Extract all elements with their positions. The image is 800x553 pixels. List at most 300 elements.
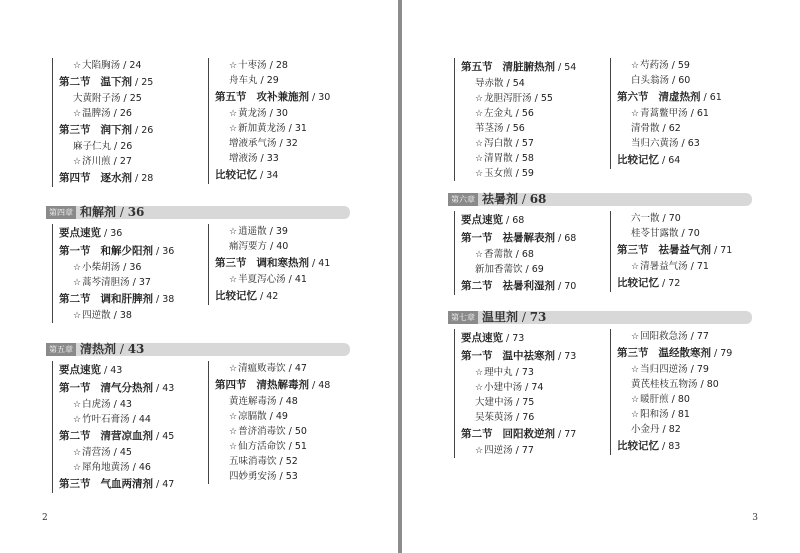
toc-item-entry[interactable] bbox=[461, 380, 604, 395]
entry-page: 36 bbox=[129, 262, 142, 273]
toc-item-entry[interactable] bbox=[59, 139, 202, 154]
entry-title: 左金丸 bbox=[484, 108, 513, 119]
section-label: 第二节 bbox=[461, 280, 493, 292]
entry-title: 十枣汤 bbox=[238, 60, 267, 71]
toc-section-entry[interactable] bbox=[215, 376, 368, 394]
entry-page: 43 bbox=[110, 365, 123, 376]
toc-item-entry[interactable] bbox=[215, 239, 368, 254]
page-separator: / bbox=[678, 228, 688, 239]
page-separator: / bbox=[555, 233, 565, 244]
toc-section-entry[interactable] bbox=[59, 427, 202, 445]
page-separator: / bbox=[512, 445, 522, 456]
section-label: 第二节 bbox=[59, 430, 91, 442]
toc-heading-entry[interactable] bbox=[215, 166, 368, 184]
entry-page: 80 bbox=[677, 394, 690, 405]
toc-section-entry[interactable] bbox=[461, 347, 604, 365]
page-separator: / bbox=[669, 75, 679, 86]
entry-title: 回阳救急汤 bbox=[640, 331, 688, 342]
toc-item-entry[interactable] bbox=[215, 424, 368, 439]
entry-page: 28 bbox=[275, 60, 288, 71]
toc-item-entry[interactable] bbox=[461, 136, 604, 151]
section-name: 清气分热剂 bbox=[100, 382, 153, 394]
toc-column bbox=[52, 58, 202, 187]
page-separator: / bbox=[687, 108, 697, 119]
page-separator: / bbox=[132, 173, 142, 184]
page-separator: / bbox=[555, 351, 565, 362]
toc-item-entry[interactable] bbox=[617, 58, 770, 73]
entry-page: 70 bbox=[687, 228, 700, 239]
page-separator: / bbox=[276, 138, 286, 149]
entry-page: 29 bbox=[266, 75, 279, 86]
toc-item-entry[interactable] bbox=[215, 121, 368, 136]
entry-title: 黄连解毒汤 bbox=[229, 396, 277, 407]
entry-title: 仙方活命饮 bbox=[238, 441, 286, 452]
page-separator: / bbox=[110, 108, 120, 119]
toc-column bbox=[208, 58, 368, 184]
entry-page: 32 bbox=[285, 138, 298, 149]
page-separator: / bbox=[153, 479, 163, 490]
toc-heading-entry[interactable] bbox=[59, 224, 202, 242]
page-separator: / bbox=[659, 424, 669, 435]
entry-page: 43 bbox=[119, 399, 132, 410]
entry-title: 新加黄龙汤 bbox=[238, 123, 286, 134]
page-separator: / bbox=[687, 364, 697, 375]
chapter-bar: 第七章 温里剂 / 73 bbox=[448, 311, 752, 324]
section-name: 温经散寒剂 bbox=[658, 347, 711, 359]
toc-item-entry[interactable] bbox=[617, 226, 770, 241]
toc-section-entry[interactable] bbox=[59, 73, 202, 91]
toc-column bbox=[610, 211, 770, 292]
toc-item-entry[interactable] bbox=[215, 469, 368, 484]
toc-section-entry[interactable] bbox=[59, 242, 202, 260]
page-separator: / bbox=[309, 380, 319, 391]
entry-page: 79 bbox=[720, 348, 733, 359]
toc-heading-entry[interactable] bbox=[461, 329, 604, 347]
toc-item-entry[interactable] bbox=[461, 76, 604, 91]
entry-title: 黄龙汤 bbox=[238, 108, 267, 119]
entry-title: 凉膈散 bbox=[238, 411, 267, 422]
entry-page: 74 bbox=[531, 382, 544, 393]
entry-title: 大陷胸汤 bbox=[82, 60, 121, 71]
chapter-title: 祛暑剂 bbox=[482, 192, 519, 206]
entry-page: 30 bbox=[318, 92, 331, 103]
entry-title: 理中丸 bbox=[484, 367, 513, 378]
section-label: 第三节 bbox=[59, 478, 91, 490]
page-separator: / bbox=[120, 262, 130, 273]
section-name: 祛暑解表剂 bbox=[502, 232, 555, 244]
entry-page: 36 bbox=[110, 228, 123, 239]
chapter-bar: 第五章 清热剂 / 43 bbox=[46, 343, 350, 356]
page-separator: / bbox=[266, 60, 276, 71]
page-separator: / bbox=[659, 213, 669, 224]
toc-item-entry[interactable] bbox=[617, 392, 770, 407]
chapter-title: 清热剂 bbox=[80, 342, 117, 356]
toc-item-entry[interactable] bbox=[215, 272, 368, 287]
toc-section-entry[interactable] bbox=[461, 58, 604, 76]
section-name: 清虚热剂 bbox=[658, 91, 701, 103]
entry-page: 26 bbox=[120, 141, 133, 152]
chapter-page: 36 bbox=[127, 205, 145, 219]
entry-title: 四逆散 bbox=[82, 310, 111, 321]
section-name: 攻补兼施剂 bbox=[256, 91, 309, 103]
page-separator: / bbox=[153, 294, 163, 305]
entry-page: 25 bbox=[129, 93, 142, 104]
page-separator: / bbox=[711, 245, 721, 256]
entry-title: 泻白散 bbox=[484, 138, 513, 149]
toc-item-entry[interactable] bbox=[215, 409, 368, 424]
page-number: 2 bbox=[42, 513, 48, 523]
entry-title: 小建中汤 bbox=[484, 382, 523, 393]
chapter-page: 73 bbox=[529, 310, 547, 324]
page-separator: / bbox=[513, 397, 523, 408]
entry-title: 犀角地黄汤 bbox=[82, 462, 130, 473]
page-separator: / bbox=[257, 75, 267, 86]
entry-title: 要点速览 bbox=[59, 227, 101, 239]
page-separator: / bbox=[512, 367, 522, 378]
entry-page: 45 bbox=[162, 431, 175, 442]
page-separator: / bbox=[111, 141, 121, 152]
toc-item-entry[interactable] bbox=[215, 136, 368, 151]
entry-page: 46 bbox=[138, 462, 151, 473]
page-separator: / bbox=[285, 441, 295, 452]
page-separator: / bbox=[659, 123, 669, 134]
entry-page: 70 bbox=[668, 213, 681, 224]
page-separator: / bbox=[687, 331, 697, 342]
entry-page: 82 bbox=[668, 424, 681, 435]
entry-title: 导赤散 bbox=[475, 78, 504, 89]
toc-section-entry[interactable] bbox=[215, 88, 368, 106]
toc-section-entry[interactable] bbox=[59, 475, 202, 493]
entry-title: 清暑益气汤 bbox=[640, 261, 688, 272]
page-separator: / bbox=[120, 93, 130, 104]
entry-page: 53 bbox=[285, 471, 298, 482]
entry-title: 玉女煎 bbox=[484, 168, 513, 179]
entry-title: 舟车丸 bbox=[229, 75, 258, 86]
section-label: 第一节 bbox=[59, 245, 91, 257]
entry-page: 52 bbox=[285, 456, 298, 467]
entry-title: 阳和汤 bbox=[640, 409, 669, 420]
entry-page: 77 bbox=[564, 429, 577, 440]
entry-title: 龙胆泻肝汤 bbox=[484, 93, 532, 104]
entry-title: 温脾汤 bbox=[82, 108, 111, 119]
page-separator: / bbox=[276, 471, 286, 482]
page-separator: / bbox=[110, 310, 120, 321]
toc-heading-entry[interactable] bbox=[461, 211, 604, 229]
entry-title: 清营汤 bbox=[82, 447, 111, 458]
entry-page: 68 bbox=[521, 249, 534, 260]
toc-heading-entry[interactable] bbox=[617, 151, 770, 169]
page-separator: / bbox=[276, 396, 286, 407]
entry-page: 57 bbox=[521, 138, 534, 149]
toc-item-entry[interactable] bbox=[215, 454, 368, 469]
entry-page: 61 bbox=[709, 92, 722, 103]
toc-item-entry[interactable] bbox=[617, 106, 770, 121]
toc-item-entry[interactable] bbox=[617, 136, 770, 151]
toc-item-entry[interactable] bbox=[461, 395, 604, 410]
entry-page: 36 bbox=[162, 246, 175, 257]
toc-item-entry[interactable] bbox=[59, 91, 202, 106]
entry-title: 四逆汤 bbox=[484, 445, 513, 456]
toc-item-entry[interactable] bbox=[215, 361, 368, 376]
entry-page: 28 bbox=[141, 173, 154, 184]
page-separator: / bbox=[700, 92, 710, 103]
entry-page: 73 bbox=[521, 367, 534, 378]
page-separator: / bbox=[285, 274, 295, 285]
entry-page: 26 bbox=[119, 108, 132, 119]
toc-heading-entry[interactable] bbox=[617, 274, 770, 292]
section-name: 调和寒热剂 bbox=[256, 257, 309, 269]
toc-section-entry[interactable] bbox=[461, 277, 604, 295]
entry-page: 71 bbox=[720, 245, 733, 256]
page-separator: / bbox=[266, 108, 276, 119]
entry-title: 逍遥散 bbox=[238, 226, 267, 237]
page-separator: / bbox=[266, 411, 276, 422]
page-separator: / bbox=[522, 382, 532, 393]
section-name: 祛暑利湿剂 bbox=[502, 280, 555, 292]
section-name: 清脏腑热剂 bbox=[502, 61, 555, 73]
chapter-page: 68 bbox=[529, 192, 547, 206]
toc-section-entry[interactable] bbox=[59, 169, 202, 187]
entry-page: 62 bbox=[668, 123, 681, 134]
entry-page: 80 bbox=[706, 379, 719, 390]
page-separator: / bbox=[129, 462, 139, 473]
page-separator: / bbox=[266, 226, 276, 237]
entry-title: 清瘟败毒饮 bbox=[238, 363, 286, 374]
page-separator: / bbox=[129, 277, 139, 288]
chapter-label: 第五章 bbox=[46, 343, 76, 356]
toc-column bbox=[208, 224, 368, 305]
toc-item-entry[interactable] bbox=[461, 443, 604, 458]
entry-page: 51 bbox=[294, 441, 307, 452]
toc-heading-entry[interactable] bbox=[215, 287, 368, 305]
section-name: 温下剂 bbox=[100, 76, 132, 88]
toc-section-entry[interactable] bbox=[617, 88, 770, 106]
entry-title: 普济消毒饮 bbox=[238, 426, 286, 437]
toc-item-entry[interactable] bbox=[617, 259, 770, 274]
entry-page: 76 bbox=[522, 412, 535, 423]
section-label: 第一节 bbox=[461, 232, 493, 244]
entry-page: 59 bbox=[677, 60, 690, 71]
page-separator: / bbox=[503, 123, 513, 134]
entry-page: 40 bbox=[276, 241, 289, 252]
toc-section-entry[interactable] bbox=[461, 229, 604, 247]
entry-page: 83 bbox=[668, 441, 681, 452]
page-separator: / bbox=[101, 228, 111, 239]
section-label: 第五节 bbox=[461, 61, 493, 73]
toc-column bbox=[52, 224, 202, 323]
toc-item-entry[interactable] bbox=[617, 211, 770, 226]
entry-title: 暖肝煎 bbox=[640, 394, 669, 405]
page-separator: / bbox=[668, 394, 678, 405]
section-label: 第二节 bbox=[59, 293, 91, 305]
page-separator: / bbox=[522, 264, 532, 275]
toc-section-entry[interactable] bbox=[215, 254, 368, 272]
page-separator: / bbox=[257, 291, 267, 302]
section-name: 调和肝脾剂 bbox=[100, 293, 153, 305]
chapter-label: 第七章 bbox=[448, 311, 478, 324]
toc-heading-entry[interactable] bbox=[617, 437, 770, 455]
entry-page: 70 bbox=[564, 281, 577, 292]
entry-page: 56 bbox=[521, 108, 534, 119]
section-name: 润下剂 bbox=[100, 124, 132, 136]
page-separator: / bbox=[555, 429, 565, 440]
toc-section-entry[interactable] bbox=[617, 241, 770, 259]
toc-item-entry[interactable] bbox=[617, 377, 770, 392]
toc-item-entry[interactable] bbox=[59, 58, 202, 73]
toc-item-entry[interactable] bbox=[461, 247, 604, 262]
page-separator: / bbox=[711, 348, 721, 359]
entry-page: 72 bbox=[668, 278, 681, 289]
toc-item-entry[interactable] bbox=[617, 362, 770, 377]
entry-title: 要点速览 bbox=[461, 214, 503, 226]
toc-item-entry[interactable] bbox=[617, 407, 770, 422]
toc-item-entry[interactable] bbox=[461, 262, 604, 277]
toc-item-entry[interactable] bbox=[59, 154, 202, 169]
entry-page: 68 bbox=[512, 215, 525, 226]
entry-page: 56 bbox=[512, 123, 525, 134]
toc-item-entry[interactable] bbox=[617, 73, 770, 88]
entry-page: 27 bbox=[119, 156, 132, 167]
toc-item-entry[interactable] bbox=[215, 439, 368, 454]
page-separator: / bbox=[512, 138, 522, 149]
entry-title: 要点速览 bbox=[59, 364, 101, 376]
right-page bbox=[402, 0, 800, 553]
toc-item-entry[interactable] bbox=[461, 151, 604, 166]
chapter-title: 温里剂 bbox=[482, 310, 519, 324]
page-separator: / bbox=[659, 155, 669, 166]
entry-page: 69 bbox=[531, 264, 544, 275]
section-name: 温中祛寒剂 bbox=[502, 350, 555, 362]
toc-section-entry[interactable] bbox=[617, 344, 770, 362]
toc-item-entry[interactable] bbox=[59, 106, 202, 121]
page-separator: / bbox=[697, 379, 707, 390]
entry-title: 大黄附子汤 bbox=[73, 93, 121, 104]
toc-column bbox=[208, 361, 368, 484]
toc-item-entry[interactable] bbox=[617, 329, 770, 344]
entry-page: 63 bbox=[687, 138, 700, 149]
toc-item-entry[interactable] bbox=[59, 260, 202, 275]
toc-item-entry[interactable] bbox=[59, 397, 202, 412]
entry-page: 37 bbox=[138, 277, 151, 288]
toc-item-entry[interactable] bbox=[461, 365, 604, 380]
entry-page: 33 bbox=[266, 153, 279, 164]
entry-title: 六一散 bbox=[631, 213, 660, 224]
entry-page: 38 bbox=[119, 310, 132, 321]
toc-item-entry[interactable] bbox=[461, 91, 604, 106]
entry-page: 60 bbox=[678, 75, 691, 86]
entry-page: 38 bbox=[162, 294, 175, 305]
page-separator: / bbox=[285, 363, 295, 374]
page-separator: / bbox=[512, 108, 522, 119]
section-name: 清热解毒剂 bbox=[256, 379, 309, 391]
toc-column bbox=[454, 329, 604, 458]
entry-title: 白虎汤 bbox=[82, 399, 111, 410]
page-separator: / bbox=[257, 170, 267, 181]
chapter-bar: 第六章 祛暑剂 / 68 bbox=[448, 193, 752, 206]
entry-title: 竹叶石膏汤 bbox=[82, 414, 130, 425]
toc-item-entry[interactable] bbox=[215, 151, 368, 166]
toc-item-entry[interactable] bbox=[461, 121, 604, 136]
entry-page: 54 bbox=[564, 62, 577, 73]
toc-item-entry[interactable] bbox=[617, 422, 770, 437]
entry-page: 59 bbox=[521, 168, 534, 179]
section-name: 气血两清剂 bbox=[100, 478, 153, 490]
entry-page: 30 bbox=[275, 108, 288, 119]
toc-item-entry[interactable] bbox=[215, 58, 368, 73]
page-separator: / bbox=[678, 138, 688, 149]
toc-item-entry[interactable] bbox=[59, 275, 202, 290]
entry-page: 81 bbox=[677, 409, 690, 420]
page-separator: / bbox=[132, 77, 142, 88]
toc-item-entry[interactable] bbox=[617, 121, 770, 136]
entry-title: 小金丹 bbox=[631, 424, 660, 435]
toc-section-entry[interactable] bbox=[59, 290, 202, 308]
toc-item-entry[interactable] bbox=[59, 445, 202, 460]
entry-page: 71 bbox=[696, 261, 709, 272]
toc-item-entry[interactable] bbox=[461, 166, 604, 181]
toc-column bbox=[610, 329, 770, 455]
entry-page: 39 bbox=[275, 226, 288, 237]
entry-page: 77 bbox=[521, 445, 534, 456]
entry-title: 痛泻要方 bbox=[229, 241, 268, 252]
page-separator: / bbox=[668, 60, 678, 71]
entry-title: 白头翁汤 bbox=[631, 75, 670, 86]
entry-title: 当归六黄汤 bbox=[631, 138, 679, 149]
toc-item-entry[interactable] bbox=[59, 412, 202, 427]
toc-section-entry[interactable] bbox=[59, 379, 202, 397]
toc-item-entry[interactable] bbox=[215, 106, 368, 121]
entry-title: 桂苓甘露散 bbox=[631, 228, 679, 239]
toc-section-entry[interactable] bbox=[461, 425, 604, 443]
entry-title: 济川煎 bbox=[82, 156, 111, 167]
page-separator: / bbox=[120, 60, 130, 71]
entry-title: 当归四逆汤 bbox=[640, 364, 688, 375]
page-separator: / bbox=[512, 153, 522, 164]
entry-title: 比较记忆 bbox=[215, 290, 257, 302]
page-separator: / bbox=[285, 123, 295, 134]
chapter-label: 第四章 bbox=[46, 206, 76, 219]
toc-item-entry[interactable] bbox=[215, 73, 368, 88]
entry-page: 45 bbox=[119, 447, 132, 458]
toc-item-entry[interactable] bbox=[461, 410, 604, 425]
toc-item-entry[interactable] bbox=[59, 308, 202, 323]
section-label: 第六节 bbox=[617, 91, 649, 103]
entry-title: 芍药汤 bbox=[640, 60, 669, 71]
entry-title: 半夏泻心汤 bbox=[238, 274, 286, 285]
toc-heading-entry[interactable] bbox=[59, 361, 202, 379]
toc-item-entry[interactable] bbox=[461, 106, 604, 121]
entry-page: 64 bbox=[668, 155, 681, 166]
entry-title: 大建中汤 bbox=[475, 397, 514, 408]
entry-page: 54 bbox=[512, 78, 525, 89]
entry-title: 麻子仁丸 bbox=[73, 141, 112, 152]
section-label: 第三节 bbox=[59, 124, 91, 136]
toc-section-entry[interactable] bbox=[59, 121, 202, 139]
entry-page: 48 bbox=[285, 396, 298, 407]
entry-page: 42 bbox=[266, 291, 279, 302]
entry-page: 44 bbox=[138, 414, 151, 425]
entry-title: 四妙勇安汤 bbox=[229, 471, 277, 482]
entry-page: 73 bbox=[564, 351, 577, 362]
toc-item-entry[interactable] bbox=[59, 460, 202, 475]
entry-page: 61 bbox=[696, 108, 709, 119]
entry-title: 黄芪桂枝五物汤 bbox=[631, 379, 698, 390]
page-separator: / bbox=[276, 456, 286, 467]
toc-item-entry[interactable] bbox=[215, 224, 368, 239]
toc-item-entry[interactable] bbox=[215, 394, 368, 409]
page-number: 3 bbox=[752, 513, 758, 523]
page-separator: / bbox=[512, 249, 522, 260]
